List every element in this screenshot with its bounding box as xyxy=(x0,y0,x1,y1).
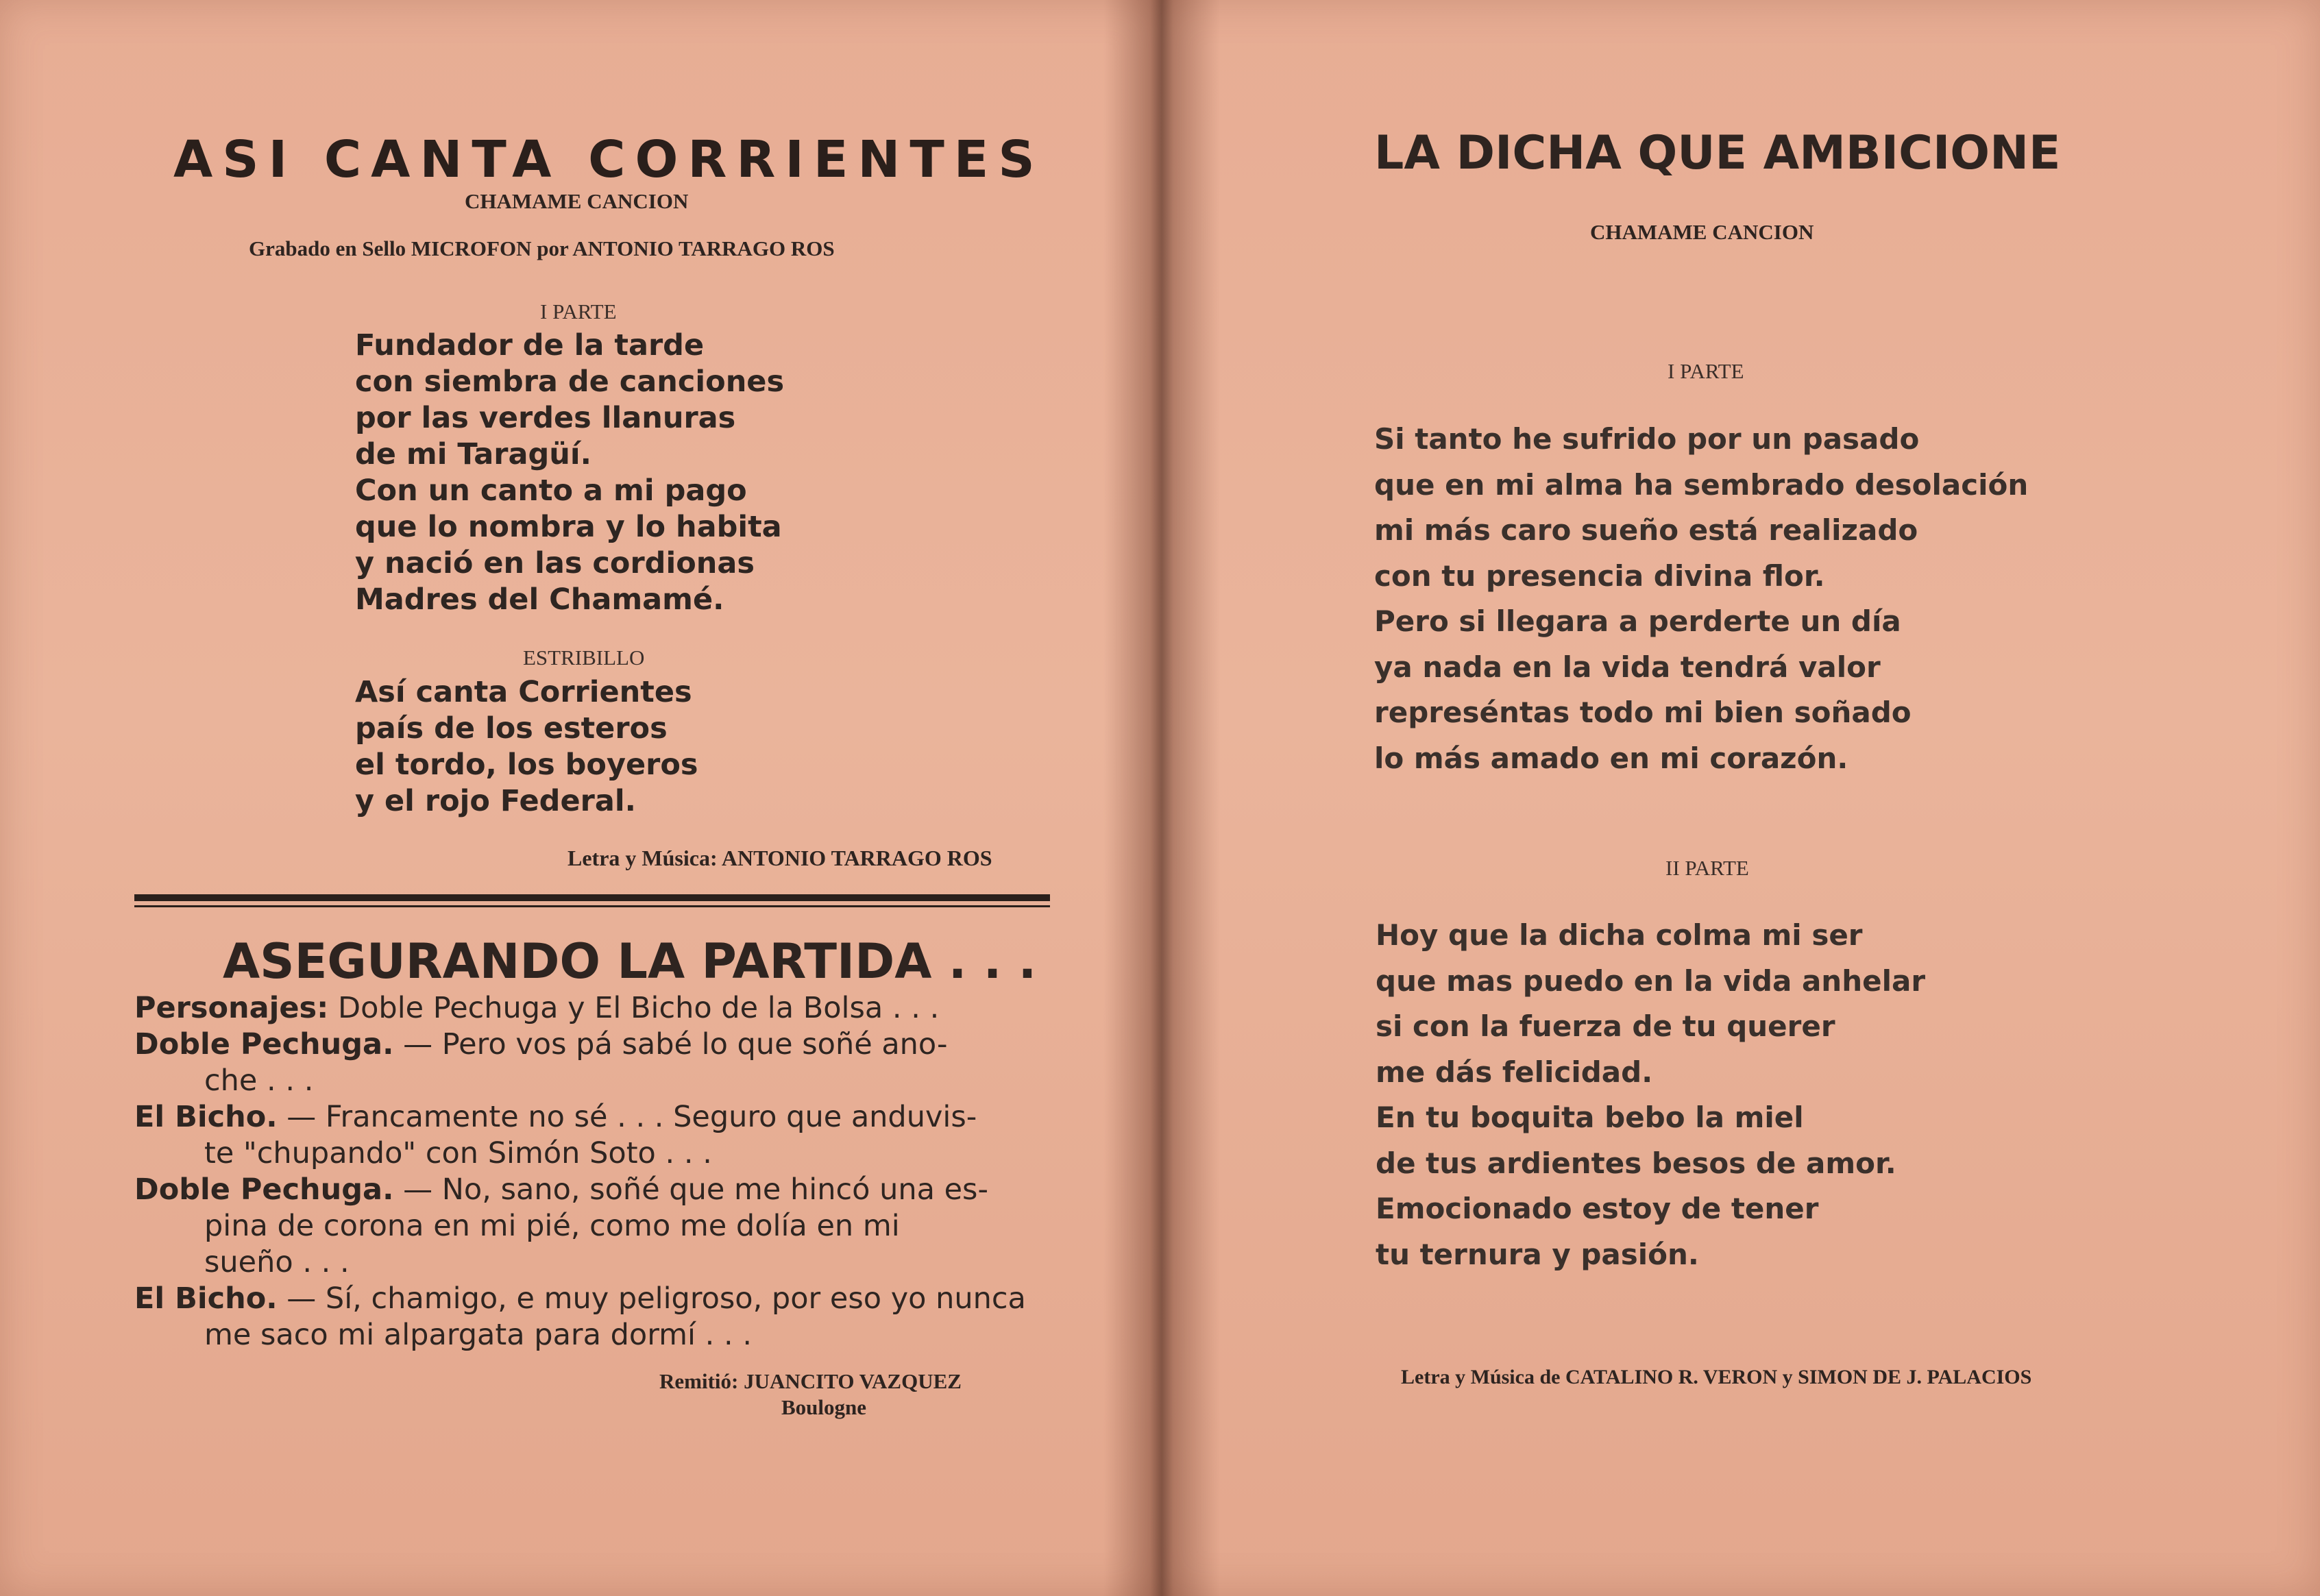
verse2-block-right xyxy=(1376,913,1925,1277)
verse-line: que mas puedo en la vida anhelar xyxy=(1376,963,1926,998)
sender-place: Boulogne xyxy=(781,1395,867,1419)
dialog-text: me saco mi alpargata para dormí . . . xyxy=(204,1318,752,1352)
dialog-entry xyxy=(134,1172,988,1281)
dialog-text: — Sí, chamigo, e muy peligroso, por eso yo nunca xyxy=(286,1281,1026,1316)
verse-line: ya nada en la vida tendrá valor xyxy=(1374,650,1881,684)
speaker: Doble Pechuga. xyxy=(134,1027,394,1061)
divider-thick xyxy=(134,894,1050,901)
verse-line: de mi Taragüí. xyxy=(355,437,591,471)
verse-line: Hoy que la dicha colma mi ser xyxy=(1376,918,1863,952)
verse-line: lo más amado en mi corazón. xyxy=(1374,741,1848,775)
chorus-line: y el rojo Federal. xyxy=(355,784,636,818)
verse-line: y nació en las cordionas xyxy=(355,546,755,580)
dialog-text: che . . . xyxy=(204,1064,314,1098)
divider-thin xyxy=(134,905,1050,907)
verse-line: Con un canto a mi pago xyxy=(355,474,747,508)
dialog-entry xyxy=(134,1027,948,1099)
verse-line: represéntas todo mi bien soñado xyxy=(1374,696,1912,729)
characters-line xyxy=(134,990,939,1027)
verse-line: con siembra de canciones xyxy=(355,365,785,399)
recording-info: Grabado en Sello MICROFON por ANTONIO TARRAGO ROS xyxy=(249,236,835,260)
dialog-entry xyxy=(134,1281,1026,1353)
speaker: El Bicho. xyxy=(134,1281,278,1316)
song-title: ASI CANTA CORRIENTES xyxy=(173,130,1045,189)
verse-block xyxy=(355,328,784,618)
dialog-entry xyxy=(134,1099,977,1172)
verse-line: Emocionado estoy de tener xyxy=(1376,1192,1819,1225)
verse-line: Si tanto he sufrido por un pasado xyxy=(1374,422,1920,456)
dialog-text: — Pero vos pá sabé lo que soñé ano- xyxy=(403,1027,948,1061)
song-title-right: LA DICHA QUE AMBICIONE xyxy=(1374,126,2061,180)
verse-line: Madres del Chamamé. xyxy=(355,582,724,617)
verse-line: que en mi alma ha sembrado desolación xyxy=(1374,467,2029,502)
verse-line: tu ternura y pasión. xyxy=(1376,1237,1699,1271)
verse-line: con tu presencia divina flor. xyxy=(1374,558,1825,593)
sender: Remitió: JUANCITO VAZQUEZ xyxy=(659,1369,962,1393)
part-label-right: I PARTE xyxy=(1668,359,1744,383)
chorus-label: ESTRIBILLO xyxy=(523,646,645,670)
part-label: I PARTE xyxy=(540,299,617,323)
dialog-text: pina de corona en mi pié, como me dolía en mi xyxy=(204,1209,900,1243)
verse-line: si con la fuerza de tu querer xyxy=(1376,1009,1835,1043)
chorus-block xyxy=(355,674,698,820)
dialog-text: sueño . . . xyxy=(204,1245,350,1279)
chorus-line: Así canta Corrientes xyxy=(355,675,692,709)
characters-text: Doble Pechuga y El Bicho de la Bolsa . . . xyxy=(338,991,940,1025)
song-credit: Letra y Música: ANTONIO TARRAGO ROS xyxy=(567,846,992,870)
speaker: El Bicho. xyxy=(134,1100,278,1134)
dialog-text: te "chupando" con Simón Soto . . . xyxy=(204,1136,712,1170)
verse-line: que lo nombra y lo habita xyxy=(355,510,782,544)
dialog-text: — No, sano, soñé que me hincó una es- xyxy=(403,1173,988,1207)
verse-block-right xyxy=(1374,417,2028,781)
verse-line: En tu boquita bebo la miel xyxy=(1376,1101,1804,1134)
verse-line: de tus ardientes besos de amor. xyxy=(1376,1146,1896,1180)
song-credit-right: Letra y Música de CATALINO R. VERON y SIMON DE J. PALACIOS xyxy=(1401,1366,2032,1388)
verse-line: por las verdes llanuras xyxy=(355,401,736,435)
verse-line: Pero si llegara a perderte un día xyxy=(1374,604,1901,638)
dialog-text: — Francamente no sé . . . Seguro que anduvis- xyxy=(286,1100,977,1134)
song-genre-right: CHAMAME CANCION xyxy=(1590,220,1814,244)
characters-label: Personajes: xyxy=(134,991,329,1025)
chorus-line: país de los esteros xyxy=(355,711,668,746)
chorus-line: el tordo, los boyeros xyxy=(355,748,698,782)
part2-label-right: II PARTE xyxy=(1665,856,1749,880)
book-spine xyxy=(1103,0,1220,1596)
speaker: Doble Pechuga. xyxy=(134,1173,394,1207)
verse-line: mi más caro sueño está realizado xyxy=(1374,513,1918,547)
song-genre: CHAMAME CANCION xyxy=(465,189,689,213)
verse-line: Fundador de la tarde xyxy=(355,328,705,363)
verse-line: me dás felicidad. xyxy=(1376,1055,1653,1089)
sketch-title: ASEGURANDO LA PARTIDA . . . xyxy=(223,933,1037,990)
